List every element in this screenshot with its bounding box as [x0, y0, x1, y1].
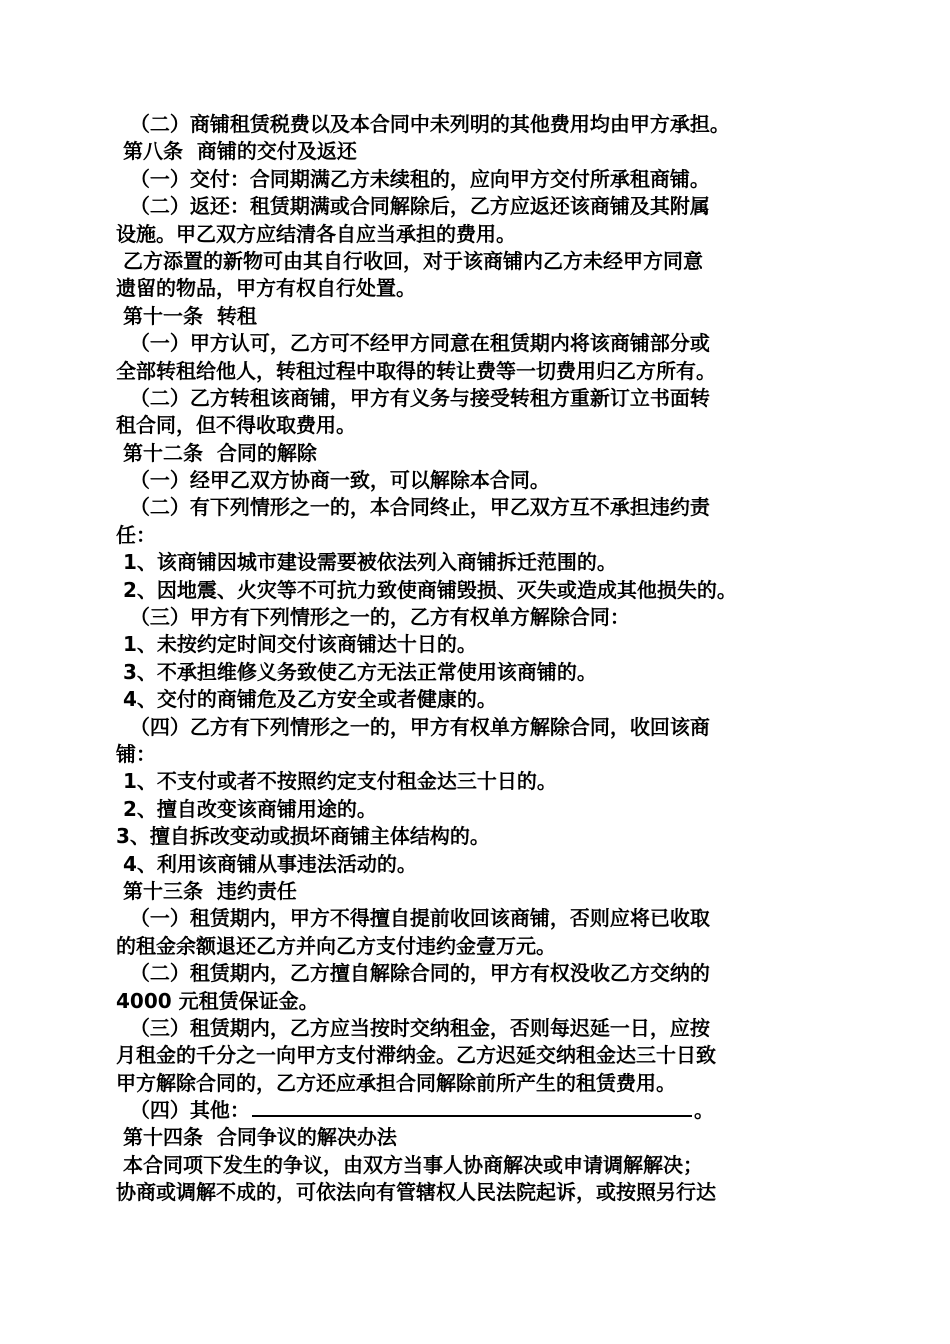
text-line: （二）租赁期内，乙方擅自解除合同的，甲方有权没收乙方交纳的: [116, 961, 710, 986]
text-line: 2、擅自改变该商铺用途的。: [116, 796, 377, 821]
section-heading: 第十四条 合同争议的解决办法: [116, 1125, 397, 1150]
other-clause-label: （四）其他：: [116, 1098, 250, 1123]
text-line: 全部转租给他人，转租过程中取得的转让费等一切费用归乙方所有。: [116, 358, 716, 383]
text-line: 3、擅自拆改变动或损坏商铺主体结构的。: [116, 824, 490, 849]
section-heading: 第十一条 转租: [116, 303, 257, 328]
contract-text: [116, 111, 840, 1207]
text-line: 租合同，但不得收取费用。: [116, 413, 356, 438]
other-clause-line: [116, 1097, 840, 1124]
text-line: 3、不承担维修义务致使乙方无法正常使用该商铺的。: [116, 659, 597, 684]
section-heading: 第十三条 违约责任: [116, 878, 297, 903]
fill-in-blank: [252, 1097, 692, 1117]
text-line: 设施。甲乙双方应结清各自应当承担的费用。: [116, 221, 516, 246]
text-line: （四）乙方有下列情形之一的，甲方有权单方解除合同，收回该商: [116, 714, 710, 739]
text-line: （三）甲方有下列情形之一的，乙方有权单方解除合同：: [116, 605, 630, 630]
text-line: （二）商铺租赁税费以及本合同中未列明的其他费用均由甲方承担。: [116, 112, 730, 136]
text-line: 的租金余额退还乙方并向乙方支付违约金壹万元。: [116, 933, 556, 958]
text-line: 遗留的物品，甲方有权自行处置。: [116, 276, 416, 301]
text-line: （一）租赁期内，甲方不得擅自提前收回该商铺，否则应将已收取: [116, 906, 710, 931]
text-line: 乙方添置的新物可由其自行收回，对于该商铺内乙方未经甲方同意: [116, 248, 703, 273]
text-line: 协商或调解不成的，可依法向有管辖权人民法院起诉，或按照另行达: [116, 1180, 716, 1205]
text-line: 任：: [116, 522, 156, 547]
text-line: 月租金的千分之一向甲方支付滞纳金。乙方迟延交纳租金达三十日致: [116, 1043, 716, 1068]
text-line: 本合同项下发生的争议，由双方当事人协商解决或申请调解解决；: [116, 1152, 703, 1177]
text-line: 铺：: [116, 741, 156, 766]
text-line: （三）租赁期内，乙方应当按时交纳租金，否则每迟延一日，应按: [116, 1015, 710, 1040]
text-line: 1、未按约定时间交付该商铺达十日的。: [116, 632, 477, 657]
text-line: 4、交付的商铺危及乙方安全或者健康的。: [116, 687, 497, 712]
text-line: 4、利用该商铺从事违法活动的。: [116, 851, 417, 876]
text-line: （一）甲方认可，乙方可不经甲方同意在租赁期内将该商铺部分或: [116, 331, 710, 356]
text-line: （二）返还：租赁期满或合同解除后，乙方应返还该商铺及其附属: [116, 194, 710, 219]
text-line: （一）交付：合同期满乙方未续租的，应向甲方交付所承租商铺。: [116, 166, 710, 191]
text-line: 4000 元租赁保证金。: [116, 988, 319, 1013]
text-line: 1、不支付或者不按照约定支付租金达三十日的。: [116, 769, 557, 794]
text-line: 甲方解除合同的，乙方还应承担合同解除前所产生的租赁费用。: [116, 1070, 676, 1095]
text-line: （二）有下列情形之一的，本合同终止，甲乙双方互不承担违约责: [116, 495, 710, 520]
text-line: 2、因地震、火灾等不可抗力致使商铺毁损、灭失或造成其他损失的。: [116, 577, 737, 602]
section-heading: 第十二条 合同的解除: [116, 440, 317, 465]
section-heading: 第八条 商铺的交付及返还: [116, 139, 357, 164]
text-line: （二）乙方转租该商铺，甲方有义务与接受转租方重新订立书面转: [116, 385, 710, 410]
text-line: （一）经甲乙双方协商一致，可以解除本合同。: [116, 468, 550, 493]
other-clause-end: 。: [693, 1098, 714, 1123]
text-line: 1、该商铺因城市建设需要被依法列入商铺拆迁范围的。: [116, 550, 617, 575]
